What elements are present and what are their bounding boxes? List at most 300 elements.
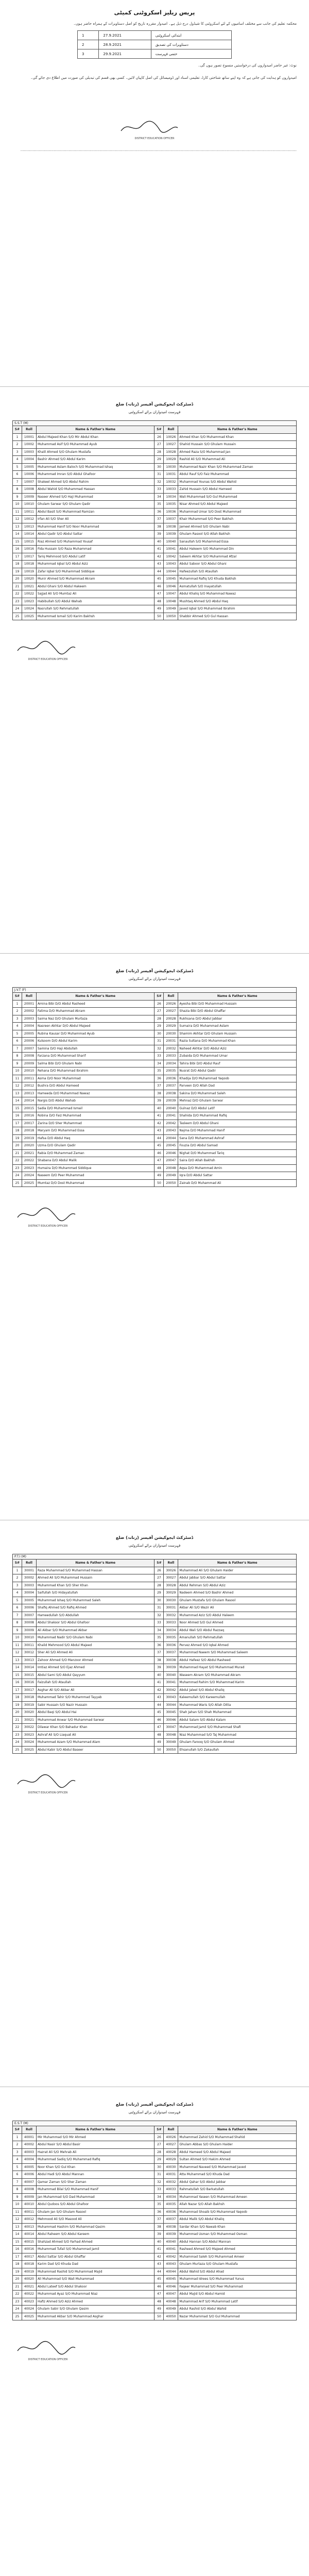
serial-no: 18 [13,1127,22,1135]
candidate-name: Muhammad Younas S/O Abdul Wahid [178,478,297,486]
candidate-name: Abdul Jabbar S/O Abdul Sattar [178,1574,297,1582]
table-row [13,1694,297,1702]
candidate-name: Muhammad Saleh S/O Muhammad Ameer [178,2253,297,2261]
serial-no: 9 [13,493,22,501]
serial-no: 6 [13,2171,22,2179]
roll-no: 20037 [164,1082,178,1090]
serial-no: 22 [13,1157,22,1165]
serial-no: 39 [154,531,164,538]
candidate-name: Ghulam Rasool S/O Allah Bakhsh [178,531,297,538]
col-roll: Roll [22,993,36,1001]
serial-no: 12 [13,2216,22,2224]
roll-no: 20049 [164,1172,178,1180]
serial-no: 45 [154,1709,164,1717]
table-row [13,1679,297,1687]
table-row [13,2313,297,2320]
roll-no: 30012 [22,1649,36,1657]
table-row [13,1582,297,1589]
serial-no: 7 [13,2178,22,2186]
candidate-name: Asmatullah S/O Inayatullah [178,583,297,590]
candidate-name: Shakeel Ahmed S/O Abdul Rahim [36,478,154,486]
serial-no: 29 [154,1023,164,1030]
roll-no: 40035 [164,2201,178,2209]
serial-no: 17 [13,1120,22,1127]
col-name-left: Name & Father's Name [36,993,154,1001]
section-subheading: فہرست امیدواران برائے اسکروٹنی [128,1544,181,1548]
candidate-name: Sabir Hussain S/O Nazir Hussain [36,1701,154,1709]
signature [118,118,180,136]
roll-no: 30031 [164,1604,178,1612]
roll-no: 20009 [22,1060,36,1067]
candidate-name: Abdul Saboor S/O Abdul Ghani [178,561,297,568]
candidate-name: Abdul Khaliq S/O Muhammad Nawaz [178,590,297,598]
roll-no: 20013 [22,1090,36,1097]
roll-no: 20019 [22,1134,36,1142]
roll-no: 30023 [22,1731,36,1739]
candidate-name: Jameel Ahmed S/O Ghulam Nabi [178,523,297,531]
candidate-name: Abdul Rehman S/O Abdul Aziz [178,1582,297,1589]
candidate-name: Ahmed Raza S/O Muhammad Jan [178,448,297,456]
candidate-name: Amanullah S/O Rehmatullah [178,1634,297,1642]
candidate-name: Muhammad Ismail S/O Karim Bakhsh [36,613,154,620]
press-release-page [0,0,309,371]
serial-no: 20 [13,2276,22,2283]
roll-no: 30014 [22,1664,36,1672]
serial-no: 43 [154,2261,164,2268]
serial-no: 14 [13,1664,22,1672]
candidate-name: Muhammad Umar S/O Dost Muhammad [178,508,297,516]
table-row [13,2201,297,2209]
table-row [13,1090,297,1097]
roll-no: 20042 [164,1120,178,1127]
candidate-name: Shamim Akhtar D/O Ghulam Hussain [178,1030,297,1038]
candidate-name: Qamar Zaman S/O Sher Zaman [36,2178,154,2186]
roll-no: 20012 [22,1082,36,1090]
candidate-name: Zainab D/O Muhammad Ali [178,1179,297,1187]
serial-no: 8 [13,1053,22,1060]
candidate-name: Samina D/O Haji Abdullah [36,1045,154,1053]
serial-no: 40 [154,538,164,546]
table-row [13,1172,297,1180]
candidate-name: Fatima D/O Muhammad Akram [36,1008,154,1015]
candidate-name: Khalil Ahmed S/O Ghulam Mustafa [36,448,154,456]
roll-no: 30043 [164,1694,178,1702]
serial-no: 50 [154,2313,164,2320]
serial-no: 45 [154,1142,164,1150]
serial-no: 11 [13,1075,22,1082]
serial-no: 1 [13,1567,22,1574]
roll-no: 10009 [22,493,36,501]
table-row [13,1709,297,1717]
candidate-name: Faizullah S/O Ataullah [36,1679,154,1687]
serial-no: 1 [13,1000,22,1008]
roll-no: 40001 [22,2133,36,2141]
col-sn: S# [154,426,164,434]
roll-no: 40022 [22,2291,36,2298]
candidate-name: Rukhsana D/O Abdul Jabbar [178,1015,297,1023]
candidate-name: Abdul Majeed Khan S/O Mir Abdul Khan [36,433,154,441]
serial-no: 34 [154,2193,164,2201]
serial-no: 40 [154,1105,164,1112]
candidate-name: Allah Nazar S/O Allah Bakhsh [178,2201,297,2209]
schedule-no: 2 [78,40,99,49]
table-row [13,2261,297,2268]
table-row [13,1634,297,1642]
serial-no: 37 [154,2216,164,2224]
candidate-name: Ghulam Sabir S/O Ghulam Qasim [36,2306,154,2313]
candidate-name: Akbar Ali S/O Wazir Ali [178,1604,297,1612]
candidate-name: Sher Ali S/O Ahmed Ali [36,1649,154,1657]
table-row [13,2208,297,2216]
serial-no: 4 [13,1023,22,1030]
serial-no: 6 [13,1038,22,1045]
roll-no: 20020 [22,1142,36,1150]
table-row [13,1589,297,1597]
serial-no: 25 [13,1746,22,1754]
serial-no: 36 [154,1075,164,1082]
roll-no: 10026 [164,433,178,441]
roll-no: 20027 [164,1008,178,1015]
roll-no: 20006 [22,1038,36,1045]
roll-no: 20024 [22,1172,36,1180]
serial-no: 13 [13,1090,22,1097]
candidate-table [12,2126,297,2320]
roll-no: 40017 [22,2253,36,2261]
roll-no: 40045 [164,2276,178,2283]
candidate-name: Humaira D/O Muhammad Siddique [36,1164,154,1172]
candidate-name: Riaz Ahmed S/O Muhammad Yousaf [36,538,154,546]
candidate-name: Muhammad Naeem S/O Muhammad Saleem [178,1649,297,1657]
roll-no: 30034 [164,1626,178,1634]
serial-no: 39 [154,1664,164,1672]
table-row [13,538,297,546]
serial-no: 20 [13,575,22,583]
candidate-name: Abdul Hafeez S/O Abdul Rasheed [178,1656,297,1664]
roll-no: 40042 [164,2253,178,2261]
serial-no: 32 [154,1045,164,1053]
candidate-name: Rahmatullah S/O Barkatullah [178,2186,297,2194]
table-row [13,2186,297,2194]
roll-no: 30029 [164,1589,178,1597]
roll-no: 10044 [164,568,178,575]
serial-no: 32 [154,2178,164,2186]
roll-no: 10048 [164,598,178,605]
roll-no: 40004 [22,2156,36,2164]
candidate-name: Muhammad Aziz S/O Abdul Haleem [178,1612,297,1619]
serial-no: 3 [13,2148,22,2156]
candidate-name: Waseem Akram S/O Muhammad Akram [178,1671,297,1679]
candidate-name: Saira D/O Allah Bakhsh [178,1157,297,1165]
roll-no: 20043 [164,1127,178,1135]
roll-no: 30020 [22,1709,36,1717]
roll-no: 20048 [164,1164,178,1172]
candidate-name: Abdul Hannan S/O Abdul Mannan [178,2238,297,2246]
serial-no: 18 [13,1694,22,1702]
serial-no: 46 [154,1716,164,1724]
candidate-name: Saleem Akhtar S/O Muhammad Afzal [178,553,297,561]
roll-no: 10036 [164,508,178,516]
candidate-name: Maryam D/O Muhammad Essa [36,1127,154,1135]
roll-no: 10029 [164,456,178,464]
serial-no: 14 [13,2231,22,2239]
table-row [13,433,297,441]
roll-no: 20003 [22,1015,36,1023]
roll-no: 30030 [164,1597,178,1604]
col-name-right: Name & Father's Name [178,993,297,1001]
serial-no: 50 [154,1746,164,1754]
roll-no: 30009 [22,1626,36,1634]
roll-no: 20029 [164,1023,178,1030]
roll-no: 20005 [22,1030,36,1038]
table-row [13,1701,297,1709]
roll-no: 10008 [22,486,36,494]
candidate-name: Tahira Bibi D/O Abdul Rauf [178,1060,297,1067]
candidate-name: Abdul Rashid S/O Abdul Wahid [178,2306,297,2313]
table-row [13,2268,297,2276]
roll-no: 10028 [164,448,178,456]
col-sn: S# [154,2126,164,2134]
candidate-name: Ashraf Ali S/O Liaquat Ali [36,1731,154,1739]
candidate-name: Ghulam Abbas S/O Ghulam Haider [178,2141,297,2149]
roll-no: 20036 [164,1075,178,1082]
table-row [13,1716,297,1724]
serial-no: 12 [13,1082,22,1090]
table-row [13,1112,297,1120]
serial-no: 41 [154,1679,164,1687]
table-row [13,1604,297,1612]
candidate-name: Salma Bibi D/O Ghulam Nabi [36,1060,154,1067]
serial-no: 14 [13,1097,22,1105]
roll-no: 10024 [22,605,36,613]
table-row [13,471,297,479]
table-row [13,1619,297,1627]
roll-no: 10050 [164,613,178,620]
roll-no: 20016 [22,1112,36,1120]
candidate-name: Mir Muhammad S/O Mir Ahmed [36,2133,154,2141]
candidate-name: Bushra D/O Abdul Hameed [36,1082,154,1090]
serial-no: 26 [154,1567,164,1574]
serial-no: 36 [154,1641,164,1649]
serial-no: 23 [13,1731,22,1739]
table-row [13,1030,297,1038]
table-row [13,1656,297,1664]
serial-no: 48 [154,1731,164,1739]
table-row [13,1641,297,1649]
serial-no: 2 [13,2141,22,2149]
candidate-name: Asghar Ali S/O Akbar Ali [36,1686,154,1694]
serial-no: 28 [154,2148,164,2156]
candidate-name: Muhammad Yaseen S/O Muhammad Ameen [178,2193,297,2201]
roll-no: 40047 [164,2291,178,2298]
candidate-name: Fida Hussain S/O Raza Muhammad [36,546,154,553]
serial-no: 18 [13,2261,22,2268]
serial-no: 15 [13,538,22,546]
col-name-left: Name & Father's Name [36,1560,154,1567]
candidate-name: Khadija D/O Muhammad Yaqoob [178,1075,297,1082]
candidate-name: Ali Akbar S/O Muhammad Akbar [36,1626,154,1634]
section-caption: S.S.T (M) [12,420,297,426]
candidate-name: Shahzad Ahmed S/O Farhad Ahmed [36,2238,154,2246]
table-row [13,553,297,561]
roll-no: 20002 [22,1008,36,1015]
roll-no: 10033 [164,486,178,494]
serial-no: 35 [154,501,164,509]
section-caption: E.S.T (M) [12,2121,297,2126]
roll-no: 30036 [164,1641,178,1649]
candidate-name: Ghulam Murtaza S/O Ghulam Mustafa [178,2261,297,2268]
serial-no: 5 [13,1597,22,1604]
serial-no: 5 [13,2163,22,2171]
roll-no: 30024 [22,1739,36,1747]
col-name-right: Name & Father's Name [178,1560,297,1567]
candidate-name: Atta Muhammad S/O Khuda Dad [178,2171,297,2179]
serial-no: 31 [154,471,164,479]
serial-no: 42 [154,1686,164,1694]
candidate-name: Zubaida D/O Muhammad Umar [178,1053,297,1060]
col-sn: S# [13,426,22,434]
table-row [13,2283,297,2291]
candidate-name: Faqeer Muhammad S/O Peer Muhammad [178,2283,297,2291]
serial-no: 10 [13,2201,22,2209]
roll-no: 40034 [164,2193,178,2201]
candidate-name: Shah Jahan S/O Shah Muhammad [178,1709,297,1717]
serial-no: 38 [154,1090,164,1097]
serial-no: 1 [13,2133,22,2141]
roll-no: 40016 [22,2246,36,2253]
section-heading: ڈسٹرکٹ ایجوکیشن آفیسر (زنانہ) ضلع [115,1535,194,1540]
officer-stamp: DISTRICT EDUCATION OFFICER [28,1791,68,1794]
section-heading: ڈسٹرکٹ ایجوکیشن آفیسر (زنانہ) ضلع [115,2102,194,2107]
table-row [13,1053,297,1060]
serial-no: 27 [154,441,164,449]
candidate-name: Hafeezullah S/O Ataullah [178,568,297,575]
candidate-name: Tasleem D/O Abdul Ghani [178,1120,297,1127]
candidate-name: Shahid Hussain S/O Ghulam Hussain [178,441,297,449]
candidate-name: Parveen D/O Allah Dad [178,1082,297,1090]
roll-no: 40018 [22,2261,36,2268]
serial-no: 13 [13,1656,22,1664]
serial-no: 30 [154,1030,164,1038]
serial-no: 31 [154,1604,164,1612]
roll-no: 40015 [22,2238,36,2246]
roll-no: 40012 [22,2216,36,2224]
roll-no: 30038 [164,1656,178,1664]
roll-no: 30041 [164,1679,178,1687]
table-row [13,598,297,605]
col-sn: S# [13,993,22,1001]
serial-no: 7 [13,1045,22,1053]
candidate-name: Khalid Mehmood S/O Abdul Majeed [36,1641,154,1649]
table-row [13,486,297,494]
table-row [13,2298,297,2306]
candidate-name: Muhammad Waris S/O Allah Ditta [178,1701,297,1709]
serial-no: 45 [154,575,164,583]
candidate-name: Saima Naz D/O Ghulam Murtaza [36,1015,154,1023]
table-row [13,1626,297,1634]
roll-no: 40025 [22,2313,36,2320]
serial-no: 44 [154,568,164,575]
roll-no: 10022 [22,590,36,598]
candidate-name: Muhammad Nazir Khan S/O Muhammad Zaman [178,463,297,471]
table-header-row [13,1560,297,1567]
serial-no: 47 [154,590,164,598]
col-name-right: Name & Father's Name [178,426,297,434]
table-row [13,590,297,598]
candidate-name: Muhammad Khan S/O Sher Khan [36,1582,154,1589]
serial-no: 11 [13,508,22,516]
serial-no: 17 [13,553,22,561]
serial-no: 13 [13,523,22,531]
table-row [13,2148,297,2156]
roll-no: 20038 [164,1090,178,1097]
schedule-date: 28.9.2021 [99,40,151,49]
col-sn: S# [13,2126,22,2134]
roll-no: 20040 [164,1105,178,1112]
table-row [13,2253,297,2261]
roll-no: 20031 [164,1038,178,1045]
candidate-name: Abdul Sattar S/O Abdul Ghaffar [36,2253,154,2261]
candidate-name: Farzana D/O Muhammad Sharif [36,1053,154,1060]
roll-no: 40006 [22,2171,36,2179]
table-row [13,2276,297,2283]
table-row [13,1157,297,1165]
roll-no: 20008 [22,1053,36,1060]
table-row [13,1149,297,1157]
roll-no: 10037 [164,516,178,523]
candidate-name: Abdul Kabir S/O Abdul Baseer [36,1746,154,1754]
table-row [13,1649,297,1657]
table-row [13,1082,297,1090]
roll-no: 20032 [164,1045,178,1053]
candidate-name: Imtiaz Ahmed S/O Ejaz Ahmed [36,1664,154,1672]
table-row [13,2178,297,2186]
candidate-name: Abdul Malik S/O Abdul Khaliq [178,2216,297,2224]
roll-no: 40008 [22,2186,36,2194]
serial-no: 4 [13,2156,22,2164]
candidate-name: Shahida D/O Muhammad Rafiq [178,1112,297,1120]
candidate-name: Muhammad Anwar S/O Muhammad Sarwar [36,1716,154,1724]
candidate-name: Wali Muhammad S/O Gul Muhammad [178,493,297,501]
roll-no: 10035 [164,501,178,509]
roll-no: 30019 [22,1701,36,1709]
table-row [13,516,297,523]
serial-no: 49 [154,2306,164,2313]
table-row [13,441,297,449]
candidate-name: Rehana D/O Muhammad Ibrahim [36,1067,154,1075]
roll-no: 20023 [22,1164,36,1172]
table-row [13,1075,297,1082]
serial-no: 1 [13,433,22,441]
roll-no: 10039 [164,531,178,538]
roll-no: 10013 [22,523,36,531]
serial-no: 43 [154,1127,164,1135]
candidate-name: Muhammad Rafiq S/O Khuda Bakhsh [178,575,297,583]
serial-no: 25 [13,613,22,620]
candidate-name: Fouzia D/O Abdul Samad [178,1142,297,1150]
candidate-name: Shafiq Ahmed S/O Rafiq Ahmed [36,1604,154,1612]
serial-no: 32 [154,1612,164,1619]
roll-no: 20028 [164,1015,178,1023]
serial-no: 19 [13,2268,22,2276]
serial-no: 12 [13,1649,22,1657]
officer-stamp: DISTRICT EDUCATION OFFICER [28,1225,68,1228]
candidate-name: Dilawar Khan S/O Bahadur Khan [36,1724,154,1732]
roll-no: 20014 [22,1097,36,1105]
candidate-name: Muhammad Shoaib S/O Muhammad Yaqoob [178,2208,297,2216]
serial-no: 46 [154,1149,164,1157]
roll-no: 20041 [164,1112,178,1120]
serial-no: 41 [154,2246,164,2253]
